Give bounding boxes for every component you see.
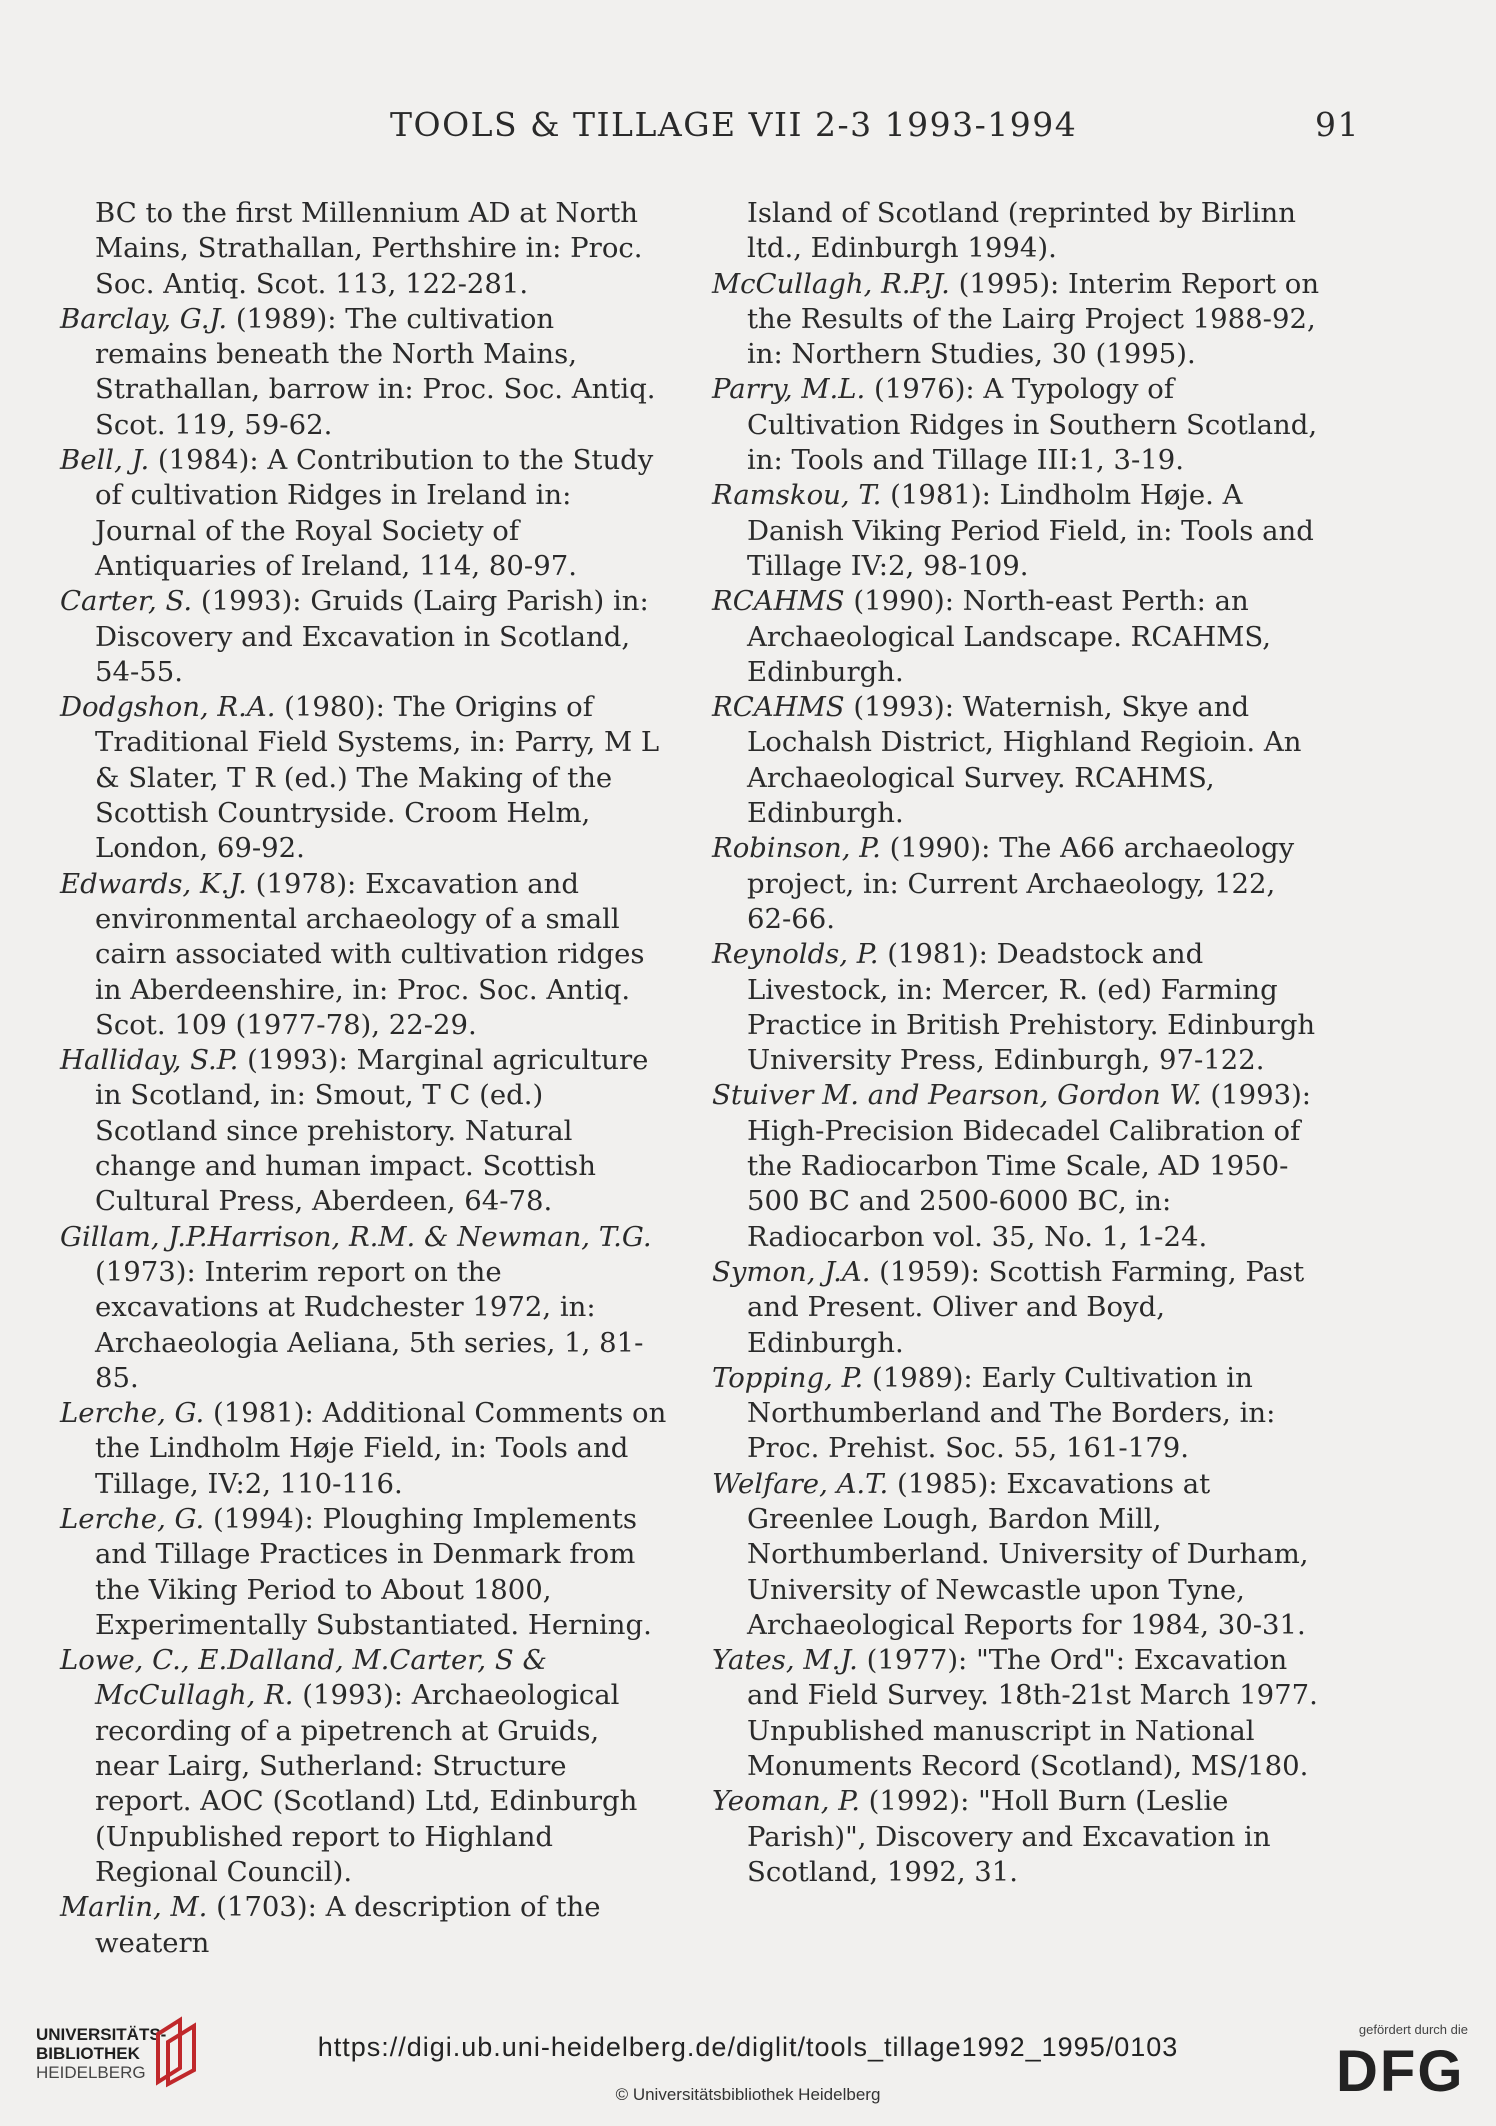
reference-text: (1992): "Holl Burn (Leslie Parish)", Discovery and Excavation in Scotland, 1992, 31. bbox=[747, 1785, 1271, 1888]
reference-text: (1993): High-Precision Bidecadel Calibration of the Radiocarbon Time Scale, AD 1950-500 BC and 2500-6000 BC, in: Radiocarbon vol. 35, No. 1, 1-24. bbox=[747, 1079, 1312, 1253]
reference-text: Island of Scotland (reprinted by Birlinn ltd., Edinburgh 1994). bbox=[747, 197, 1296, 265]
reference-text: (1994): Ploughing Implements and Tillage Practices in Denmark from the Viking Period to About 1800, Experimentally Substantiated. Herning. bbox=[95, 1502, 652, 1641]
reference-text: (1985): Excavations at Greenlee Lough, Bardon Mill, Northumberland. University of Durham, University of Newcastle upon Tyne, Archaeological Reports for 1984, 30-31. bbox=[747, 1467, 1309, 1641]
reference-author: Yeoman, P. bbox=[712, 1785, 860, 1818]
journal-title: TOOLS & TILLAGE VII 2-3 1993-1994 bbox=[390, 105, 1078, 144]
reference-text: (1977): "The Ord": Excavation and Field Survey. 18th-21st March 1977. Unpublished manuscript in National Monuments Record (Scotland), MS/180. bbox=[747, 1644, 1318, 1783]
reference-entry bbox=[712, 831, 1322, 937]
reference-entry bbox=[60, 443, 670, 584]
library-logo[interactable] bbox=[36, 2025, 166, 2082]
reference-entry bbox=[712, 1078, 1322, 1254]
reference-author: Marlin, M. bbox=[60, 1891, 208, 1924]
reference-author: Symon, J.A. bbox=[712, 1255, 871, 1288]
reference-text: (1703): A description of the weatern bbox=[95, 1891, 601, 1959]
reference-author: Robinson, P. bbox=[712, 832, 881, 865]
reference-author: Ramskou, T. bbox=[712, 479, 882, 512]
reference-entry bbox=[712, 690, 1322, 831]
reference-entry bbox=[712, 372, 1322, 478]
reference-entry bbox=[712, 1643, 1322, 1784]
digitization-footer bbox=[0, 2000, 1496, 2126]
reference-entry bbox=[60, 867, 670, 1043]
reference-author: Welfare, A.T. bbox=[712, 1467, 889, 1500]
permalink-url[interactable]: https://digi.ub.uni-heidelberg.de/diglit/tools_tillage1992_1995/0103 bbox=[317, 2032, 1179, 2062]
reference-author: Lerche, G. bbox=[60, 1397, 205, 1430]
references-left-column bbox=[60, 196, 670, 1961]
reference-author: Lowe, C., E.Dalland, M.Carter, S & McCullagh, R. bbox=[60, 1644, 547, 1712]
reference-text: (1993): Waternish, Skye and Lochalsh District, Highland Regioin. An Archaeological Survey. RCAHMS, Edinburgh. bbox=[747, 691, 1302, 830]
reference-entry bbox=[712, 478, 1322, 584]
reference-text: (1980): The Origins of Traditional Field Systems, in: Parry, M L & Slater, T R (ed.) The Making of the Scottish Countryside. Croom Helm, London, 69-92. bbox=[95, 691, 660, 865]
reference-entry bbox=[60, 1502, 670, 1643]
reference-author: Lerche, G. bbox=[60, 1502, 205, 1535]
reference-text: (1989): Early Cultivation in Northumberland and The Borders, in: Proc. Prehist. Soc. 55, 161-179. bbox=[747, 1361, 1276, 1465]
reference-entry bbox=[60, 1043, 670, 1219]
reference-entry bbox=[712, 937, 1322, 1078]
reference-entry bbox=[712, 1784, 1322, 1890]
reference-entry bbox=[712, 584, 1322, 690]
reference-author: Bell, J. bbox=[60, 444, 150, 477]
reference-text: (1981): Deadstock and Livestock, in: Mercer, R. (ed) Farming Practice in British Prehistory. Edinburgh University Press, Edinburgh, 97-122. bbox=[747, 938, 1316, 1077]
reference-text: (1993): Gruids (Lairg Parish) in: Discovery and Excavation in Scotland, 54-55. bbox=[95, 585, 649, 688]
page-number: 91 bbox=[1315, 105, 1360, 144]
references-right-column bbox=[712, 196, 1322, 1890]
reference-author: Parry, M.L. bbox=[712, 373, 866, 406]
reference-author: Dodgshon, R.A. bbox=[60, 691, 276, 724]
reference-entry bbox=[60, 1220, 670, 1396]
reference-entry bbox=[712, 196, 1322, 267]
reference-author: Gillam, J.P.Harrison, R.M. & Newman, T.G. bbox=[60, 1220, 652, 1253]
reference-text: BC to the first Millennium AD at North Mains, Strathallan, Perthshire in: Proc. Soc. Antiq. Scot. 113, 122-281. bbox=[95, 197, 643, 300]
reference-author: McCullagh, R.P.J. bbox=[712, 267, 950, 300]
library-name-line-1: UNIVERSITÄTS- bbox=[36, 2025, 167, 2044]
reference-text: (1993): Marginal agriculture in Scotland, in: Smout, T C (ed.) Scotland since prehistory. Natural change and human impact. Scottish Cultural Press, Aberdeen, 64-78. bbox=[95, 1044, 649, 1218]
reference-text: (1990): North-east Perth: an Archaeological Landscape. RCAHMS, Edinburgh. bbox=[747, 585, 1272, 688]
reference-author: Halliday, S.P. bbox=[60, 1044, 239, 1077]
reference-entry bbox=[712, 1255, 1322, 1361]
library-mark-icon bbox=[150, 2012, 206, 2092]
copyright-notice: © Universitätsbibliothek Heidelberg bbox=[615, 2085, 881, 2104]
funding-note: gefördert durch die bbox=[1358, 2022, 1468, 2037]
reference-text: (1978): Excavation and environmental archaeology of a small cairn associated with cultivation ridges in Aberdeenshire, in: Proc. Soc. Antiq. Scot. 109 (1977-78), 22-29. bbox=[95, 867, 645, 1041]
reference-author: Yates, M.J. bbox=[712, 1644, 858, 1677]
reference-entry bbox=[60, 1643, 670, 1890]
reference-author: RCAHMS bbox=[712, 691, 845, 724]
reference-text: (1990): The A66 archaeology project, in: Current Archaeology, 122, 62-66. bbox=[747, 832, 1295, 935]
reference-entry bbox=[712, 1467, 1322, 1643]
reference-author: Topping, P. bbox=[712, 1361, 864, 1394]
reference-entry bbox=[60, 1890, 670, 1961]
reference-text: (1989): The cultivation remains beneath the North Mains, Strathallan, barrow in: Proc. Soc. Antiq. Scot. 119, 59-62. bbox=[95, 302, 656, 441]
reference-author: Barclay, G.J. bbox=[60, 302, 228, 335]
library-name-line-2: BIBLIOTHEK bbox=[36, 2044, 140, 2063]
reference-text: (1959): Scottish Farming, Past and Present. Oliver and Boyd, Edinburgh. bbox=[747, 1255, 1305, 1359]
reference-author: Carter, S. bbox=[60, 585, 193, 618]
reference-text: (1995): Interim Report on the Results of the Lairg Project 1988-92, in: Northern Studies, 30 (1995). bbox=[747, 267, 1320, 371]
library-name-line-3: HEIDELBERG bbox=[36, 2063, 146, 2082]
reference-entry bbox=[60, 196, 670, 302]
reference-text: (1981): Additional Comments on the Lindholm Høje Field, in: Tools and Tillage, IV:2, 110-116. bbox=[95, 1397, 667, 1500]
reference-author: Edwards, K.J. bbox=[60, 867, 247, 900]
reference-text: (1984): A Contribution to the Study of cultivation Ridges in Ireland in: Journal of the Royal Society of Antiquaries of Ireland, 114, 80-97. bbox=[95, 444, 654, 582]
reference-text: (1973): Interim report on the excavations at Rudchester 1972, in: Archaeologia Aeliana, 5th series, 1, 81-85. bbox=[95, 1255, 644, 1394]
reference-text: (1981): Lindholm Høje. A Danish Viking Period Field, in: Tools and Tillage IV:2, 98-109. bbox=[747, 479, 1314, 582]
reference-author: RCAHMS bbox=[712, 585, 845, 618]
reference-entry bbox=[60, 584, 670, 690]
reference-author: Stuiver M. and Pearson, Gordon W. bbox=[712, 1079, 1202, 1112]
reference-text: (1976): A Typology of Cultivation Ridges in Southern Scotland, in: Tools and Tillage III:1, 3-19. bbox=[747, 373, 1318, 477]
reference-entry bbox=[712, 1361, 1322, 1467]
reference-entry bbox=[60, 1396, 670, 1502]
dfg-logo[interactable]: DFG bbox=[1336, 2039, 1465, 2104]
reference-text: (1993): Archaeological recording of a pipetrench at Gruids, near Lairg, Sutherland: Structure report. AOC (Scotland) Ltd, Edinburgh (Unpublished report to Highland Regional Council). bbox=[95, 1679, 638, 1888]
reference-entry bbox=[60, 690, 670, 866]
reference-entry bbox=[712, 267, 1322, 373]
reference-entry bbox=[60, 302, 670, 443]
reference-author: Reynolds, P. bbox=[712, 938, 879, 971]
